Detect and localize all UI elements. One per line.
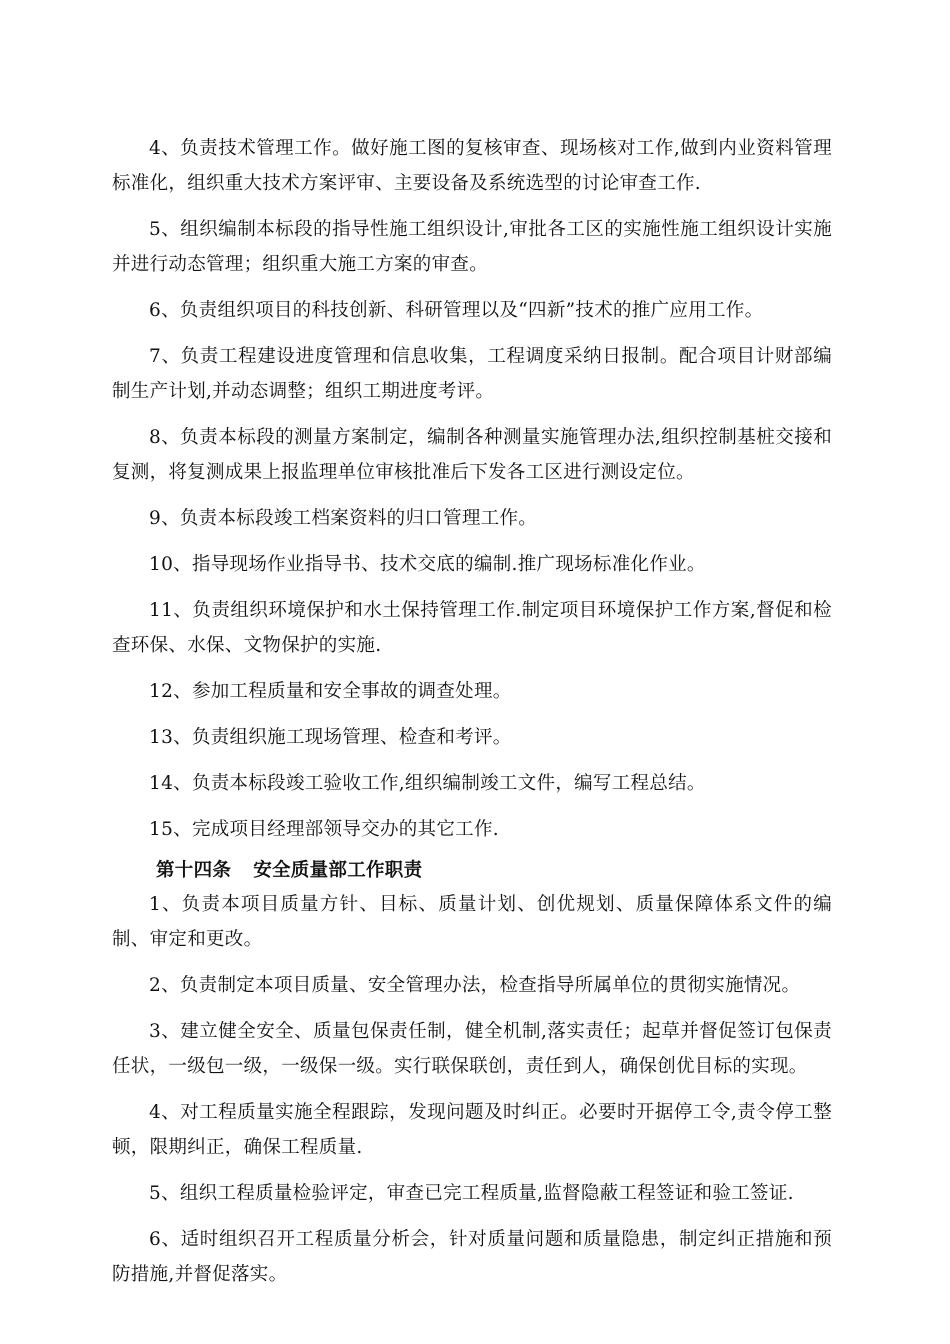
paragraph-item-14: 14、负责本标段竣工验收工作,组织编制竣工文件，编写工程总结。: [149, 773, 706, 794]
paragraph-item-9: 9、负责本标段竣工档案资料的归口管理工作。: [149, 508, 538, 529]
paragraph-item-4: 4、负责技术管理工作。做好施工图的复核审查、现场核对工作,做到内业资料管理标准化，组织重大技术方案评审、主要设备及系统选型的讨论审查工作.: [112, 138, 832, 194]
paragraph-item-11: 11、负责组织环境保护和水土保持管理工作.制定项目环境保护工作方案,督促和检查环保、水保、文物保护的实施.: [112, 600, 832, 656]
document-page: [112, 131, 832, 1303]
paragraph-safety-4: 4、对工程质量实施全程跟踪，发现问题及时纠正。必要时开据停工令,责令停工整顿，限期纠正，确保工程质量.: [112, 1102, 832, 1158]
section-number: 第十四条: [156, 860, 232, 881]
paragraph-safety-1: 1、负责本项目质量方针、目标、质量计划、创优规划、质量保障体系文件的编制、审定和更改。: [112, 894, 832, 950]
paragraph-safety-6: 6、适时组织召开工程质量分析会，针对质量问题和质量隐患，制定纠正措施和预防措施,并督促落实。: [112, 1229, 832, 1285]
paragraph-item-10: 10、指导现场作业指导书、技术交底的编制.推广现场标准化作业。: [149, 554, 706, 575]
section-title: 安全质量部工作职责: [253, 860, 423, 881]
paragraph-safety-3: 3、建立健全安全、质量包保责任制，健全机制,落实责任；起草并督促签订包保责任状，一级包一级，一级保一级。实行联保联创，责任到人，确保创优目标的实现。: [112, 1021, 832, 1077]
paragraph-item-6: 6、负责组织项目的科技创新、科研管理以及“四新”技术的推广应用工作。: [149, 300, 764, 321]
paragraph-item-15: 15、完成项目经理部领导交办的其它工作.: [149, 819, 499, 840]
paragraph-item-8: 8、负责本标段的测量方案制定，编制各种测量实施管理办法,组织控制基桩交接和复测，将复测成果上报监理单位审核批准后下发各工区进行测设定位。: [112, 427, 832, 483]
paragraph-item-12: 12、参加工程质量和安全事故的调查处理。: [149, 681, 512, 702]
paragraph-safety-2: 2、负责制定本项目质量、安全管理办法，检查指导所属单位的贯彻实施情况。: [149, 975, 801, 996]
section-heading: [112, 857, 832, 885]
paragraph-item-7: 7、负责工程建设进度管理和信息收集，工程调度采纳日报制。配合项目计财部编制生产计划,并动态调整；组织工期进度考评。: [112, 346, 832, 402]
paragraph-item-13: 13、负责组织施工现场管理、检查和考评。: [149, 727, 512, 748]
paragraph-safety-5: 5、组织工程质量检验评定，审查已完工程质量,监督隐蔽工程签证和验工签证.: [149, 1183, 794, 1204]
paragraph-item-5: 5、组织编制本标段的指导性施工组织设计,审批各工区的实施性施工组织设计实施并进行动态管理；组织重大施工方案的审查。: [112, 219, 832, 275]
